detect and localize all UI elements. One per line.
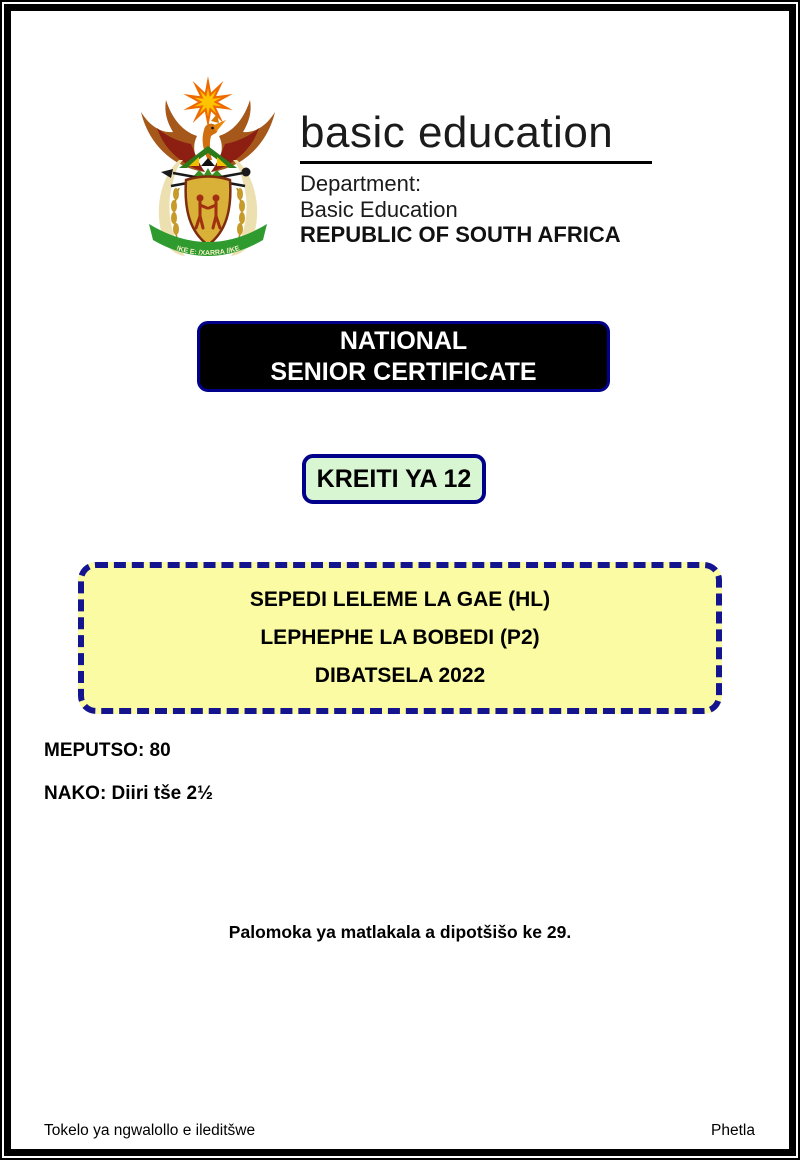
- coat-of-arms-logo: [133, 76, 283, 268]
- subject-box: [78, 562, 722, 714]
- certificate-banner: [197, 321, 610, 392]
- shield-icon: [186, 177, 231, 246]
- page-count-note: Palomoka ya matlakala a dipotšišo ke 29.: [228, 922, 572, 942]
- exam-session: DIBATSELA 2022: [314, 664, 486, 687]
- motto-text: !KE E: /XARRA //KE: [175, 245, 241, 258]
- turn-over-note: Phetla: [711, 1122, 755, 1139]
- marks-line: MEPUTSO: 80: [44, 740, 171, 761]
- department-header: [300, 110, 700, 248]
- wordmark-rule: [300, 161, 652, 164]
- wordmark-title: basic education: [300, 108, 614, 157]
- time-line: NAKO: Diiri tše 2½: [44, 783, 213, 804]
- department-line2: Basic Education: [300, 196, 458, 222]
- department-line1: Department:: [300, 171, 422, 197]
- certificate-banner-line1: NATIONAL: [339, 327, 468, 355]
- certificate-banner-line2: SENIOR CERTIFICATE: [270, 357, 537, 386]
- sun-icon: [183, 76, 232, 128]
- paper-number: LEPHEPHE LA BOBEDI (P2): [260, 626, 540, 649]
- grade-label: KREITI YA 12: [316, 464, 472, 493]
- grade-banner: [302, 454, 486, 504]
- subject-name: SEPEDI LELEME LA GAE (HL): [249, 588, 551, 611]
- copyright-note: Tokelo ya ngwalollo e ileditšwe: [44, 1122, 256, 1139]
- country-line: REPUBLIC OF SOUTH AFRICA: [300, 222, 621, 248]
